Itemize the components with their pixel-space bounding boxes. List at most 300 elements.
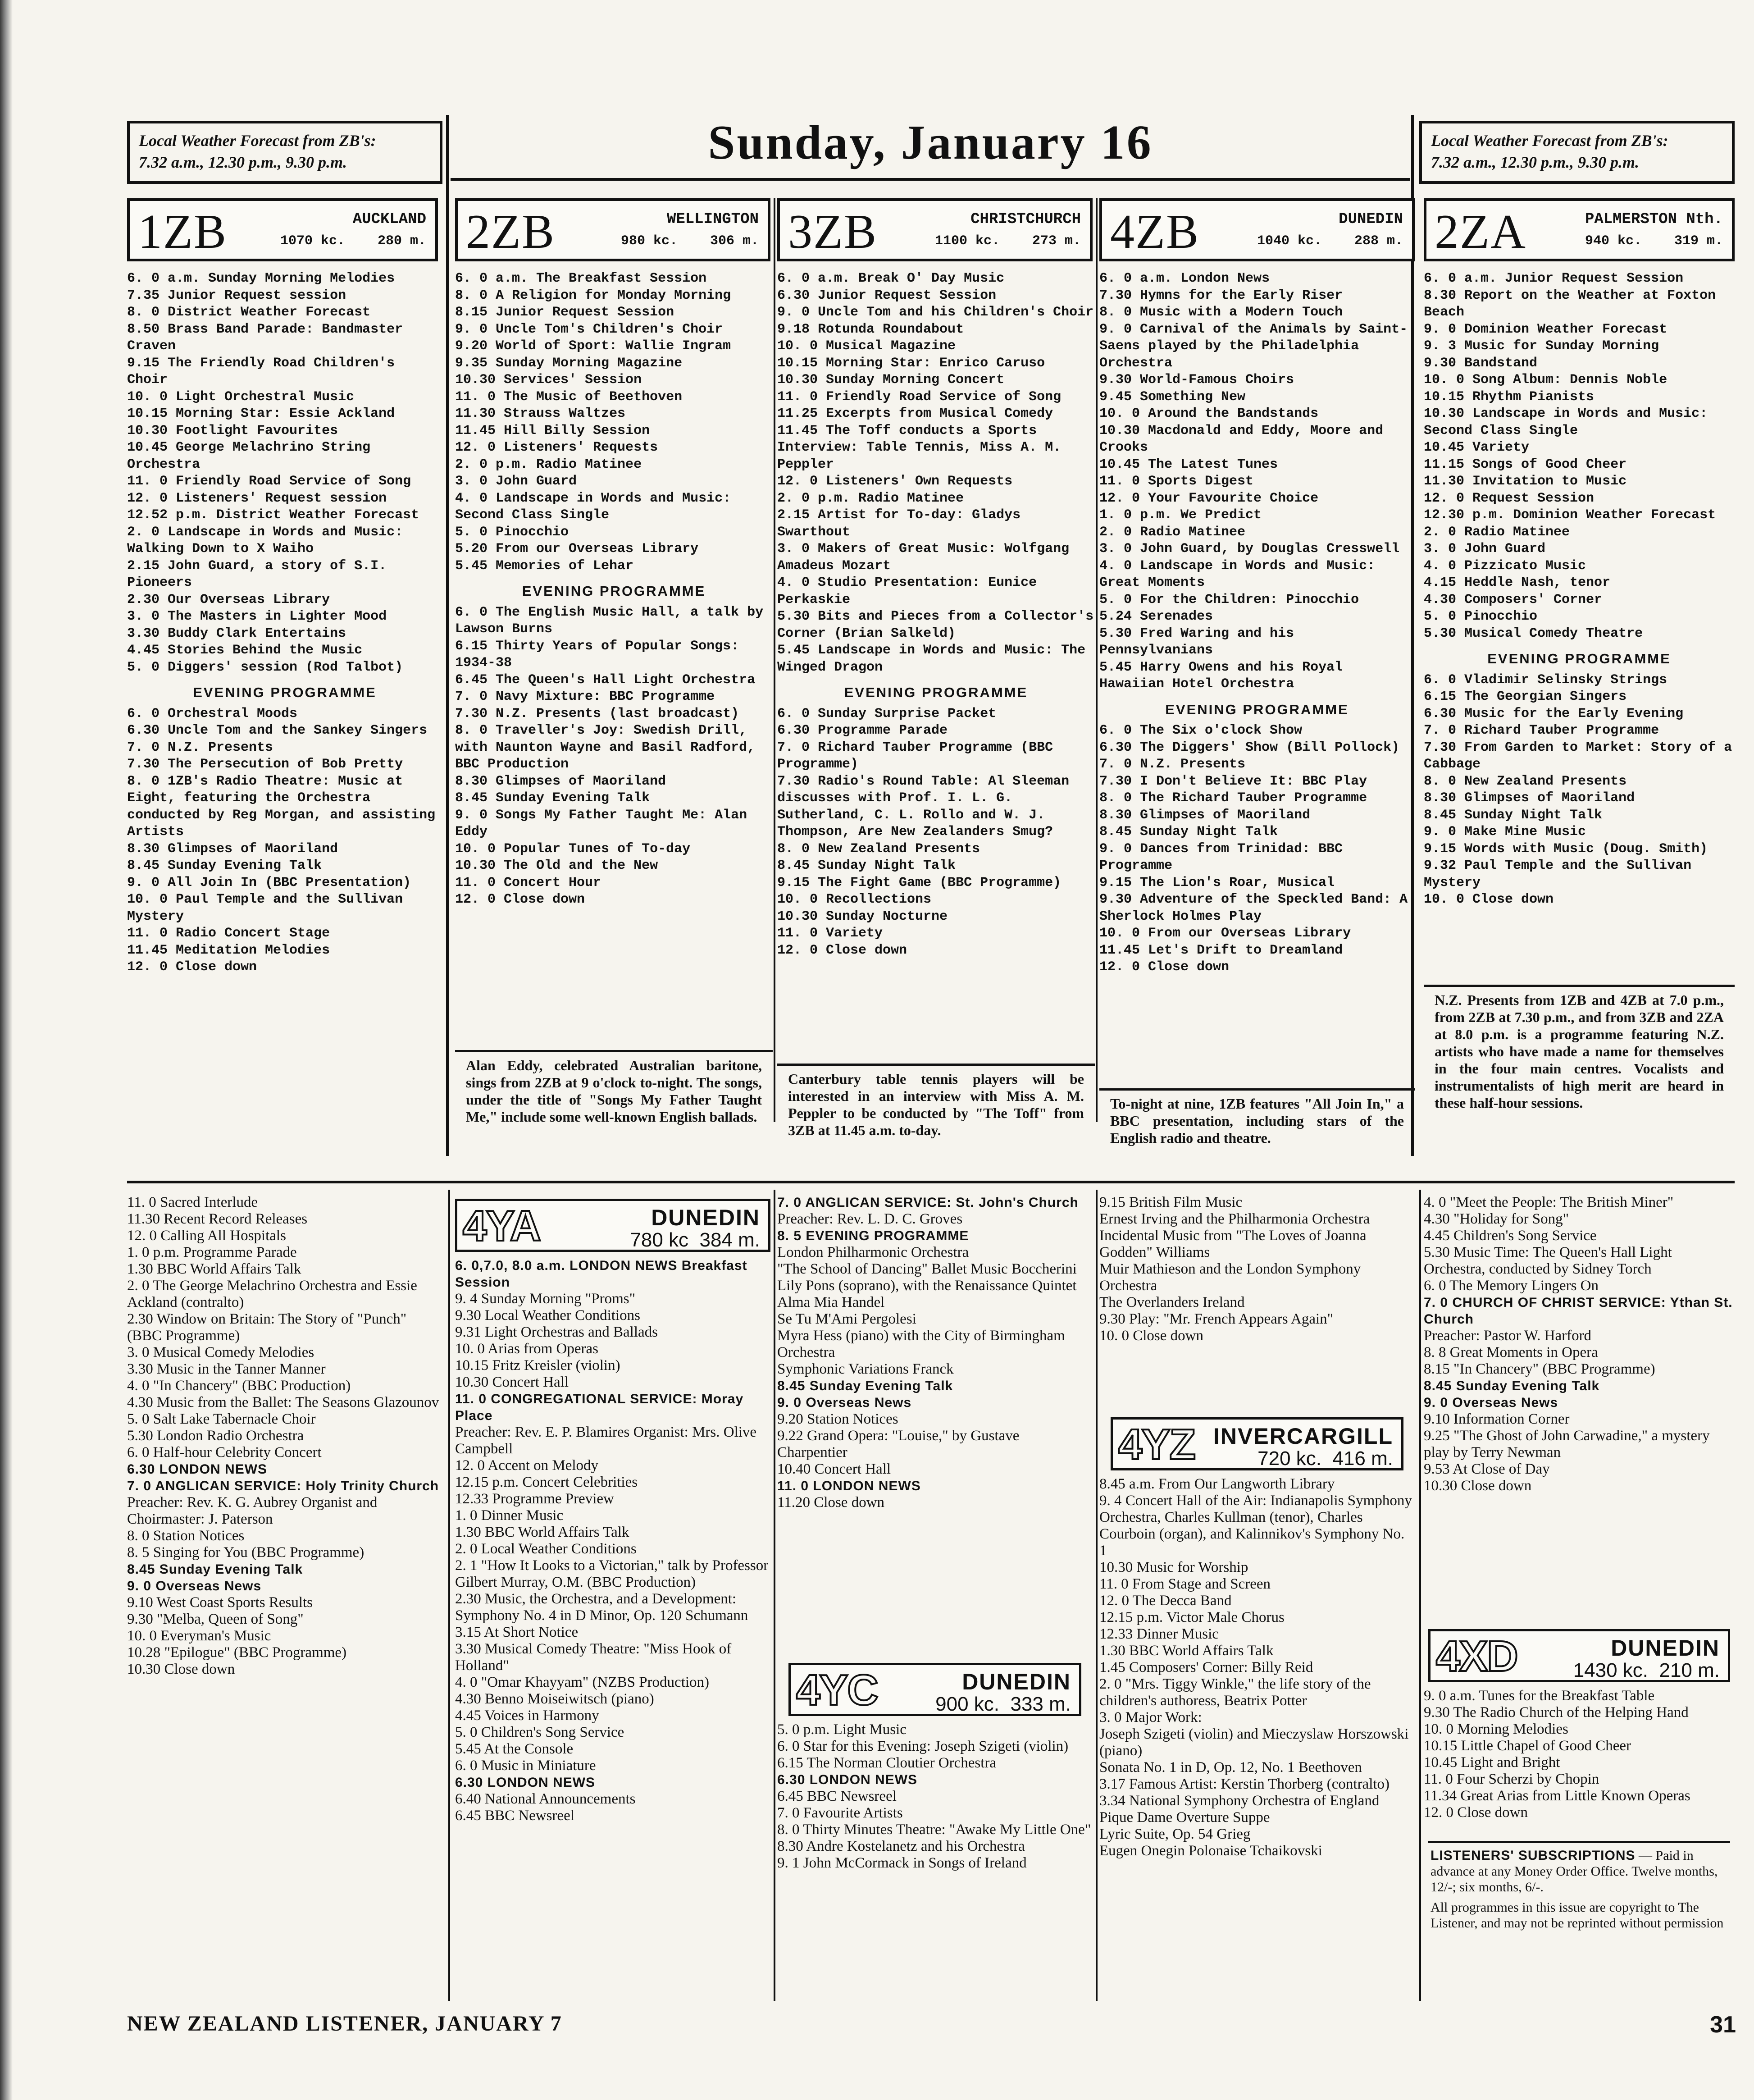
schedule-entry: 8. 0 The Richard Tauber Programme (1099, 790, 1367, 806)
schedule-entry: 6.30 Programme Parade (777, 723, 948, 738)
schedule-entry: 10.30 Services' Session (455, 372, 642, 388)
schedule-entry: 8.30 Glimpses of Maoriland (1099, 807, 1311, 823)
schedule-entry: 10. 0 Arias from Operas (455, 1341, 599, 1357)
schedule-entry: 9.30 Adventure of the Speckled Band: A Sherlock Holmes Play (1099, 892, 1408, 924)
schedule-entry: 9. 0 Carnival of the Animals by Saint-Saens played by the Philadelphia Orchestra (1099, 321, 1408, 371)
station-call-sign: 3ZB (788, 205, 878, 259)
schedule-entry: 2. 0 Landscape in Words and Music: Walking Down to X Waiho (127, 524, 403, 557)
schedule-entry: 8. 0 New Zealand Presents (1424, 773, 1627, 789)
schedule-entry: 5.30 Fred Waring and his Pennsylvanians (1099, 625, 1294, 658)
schedule-entry: 11. 0 Friendly Road Service of Song (127, 474, 411, 489)
schedule-entry: 9. 0 All Join In (BBC Presentation) (127, 875, 411, 890)
schedule-entry: 5. 0 Pinocchio (455, 524, 569, 540)
lower-column-4ya-evening (777, 1194, 1093, 1511)
schedule-entry: 8.45 a.m. From Our Langworth Library (1099, 1476, 1335, 1492)
schedule-entry: 5. 0 Diggers' session (Rod Talbot) (127, 659, 403, 675)
schedule-entry: 8.30 Andre Kostelanetz and his Orchestra (777, 1838, 1025, 1854)
schedule-entry: 4.45 Voices in Harmony (455, 1707, 599, 1724)
schedule-entry: 12. 0 Close down (127, 959, 257, 975)
schedule-entry: 10. 0 Light Orchestral Music (127, 389, 355, 405)
station-stamp-4ya (455, 1199, 770, 1252)
schedule-entry: 8.45 Sunday Evening Talk (1424, 1379, 1600, 1393)
schedule-entry: 12.52 p.m. District Weather Forecast (127, 507, 419, 523)
lower-column-4yz-continued (1424, 1194, 1735, 1494)
column-rule (774, 1190, 775, 2001)
schedule-entry: 3.30 Musical Comedy Theatre: "Miss Hook of Holland" (455, 1641, 732, 1674)
schedule-entry: 2. 0 The George Melachrino Orchestra and Essie Ackland (contralto) (127, 1278, 417, 1310)
station-call-sign: 2ZB (466, 205, 556, 259)
schedule-entry: 1.45 Composers' Corner: Billy Reid (1099, 1659, 1313, 1675)
schedule-entry: 9.35 Sunday Morning Magazine (455, 355, 683, 371)
schedule-entry: 9.18 Rotunda Roundabout (777, 321, 964, 337)
schedule-entry: 12. 0 Listeners' Own Requests (777, 474, 1013, 489)
schedule-entry: 12. 0 Close down (1424, 1804, 1528, 1821)
schedule-entry: 6. 0 a.m. Junior Request Session (1424, 271, 1684, 286)
schedule-entry: 11.45 Meditation Melodies (127, 942, 330, 958)
schedule-entry: 9. 0 Dominion Weather Forecast (1424, 321, 1667, 337)
schedule-entry: 4.15 Heddle Nash, tenor (1424, 575, 1611, 590)
schedule-entry: 11. 0 From Stage and Screen (1099, 1576, 1271, 1592)
schedule-entry: 9.20 World of Sport: Wallie Ingram (455, 338, 731, 354)
station-box-2zb (455, 198, 770, 261)
schedule-entry: 10.30 Macdonald and Eddy, Moore and Crooks (1099, 423, 1384, 455)
schedule-entry: Eugen Onegin Polonaise Tchaikovski (1099, 1843, 1322, 1859)
station-stamp-4yz (1111, 1417, 1403, 1470)
station-call-sign: 4XD (1436, 1632, 1517, 1680)
note-4zb: To-night at nine, 1ZB features "All Join In," a BBC presentation, including stars of the English radio and theatre. (1110, 1096, 1404, 1146)
schedule-entry: 12. 0 Close down (777, 942, 907, 958)
schedule-entry: 12. 0 Accent on Melody (455, 1457, 599, 1474)
schedule-entry: 11.25 Excerpts from Musical Comedy (777, 406, 1053, 421)
station-city: DUNEDIN (1611, 1635, 1720, 1661)
schedule-entry: 5.30 London Radio Orchestra (127, 1428, 304, 1444)
schedule-entry: 4. 0 Landscape in Words and Music: Second Class Single (455, 490, 731, 523)
schedule-entry: 10.15 Rhythm Pianists (1424, 389, 1595, 405)
schedule-entry: 7.30 N.Z. Presents (last broadcast) (455, 706, 739, 721)
schedule-entry: 9.31 Light Orchestras and Ballads (455, 1324, 658, 1340)
schedule-entry: 7. 0 N.Z. Presents (127, 740, 273, 755)
schedule-entry: 9. 0 Overseas News (127, 1579, 262, 1593)
schedule-entry: 10.15 Morning Star: Enrico Caruso (777, 355, 1045, 371)
station-call-sign: 4ZB (1110, 205, 1200, 259)
schedule-entry: 7. 0 Richard Tauber Programme (BBC Programme) (777, 740, 1053, 772)
schedule-entry: 12. 0 Your Favourite Choice (1099, 490, 1319, 506)
schedule-entry: 2. 0 Radio Matinee (1424, 524, 1570, 540)
schedule-entry: 6. 0 Sunday Surprise Packet (777, 706, 997, 721)
page-number: 31 (1710, 2012, 1736, 2038)
schedule-entry: 8.45 Sunday Evening Talk (127, 1562, 303, 1577)
schedule-entry: 7. 0 N.Z. Presents (1099, 757, 1246, 772)
lower-column-4yc-continued (1099, 1194, 1415, 1344)
schedule-entry: 10. 0 Recollections (777, 892, 932, 907)
station-frequency: 1040 kc. 288 m. (1257, 233, 1403, 249)
evening-programme-heading: EVENING PROGRAMME (1165, 701, 1349, 717)
schedule-entry: 8.45 Sunday Evening Talk (777, 1379, 953, 1393)
schedule-entry: 11. 0 Concert Hour (455, 875, 601, 890)
schedule-entry: 8. 5 Singing for You (BBC Programme) (127, 1544, 364, 1561)
schedule-entry: 3.34 National Symphony Orchestra of England (1099, 1793, 1380, 1809)
schedule-entry: 9.15 The Friendly Road Children's Choir (127, 355, 395, 388)
schedule-entry: 4. 0 "Meet the People: The British Miner" (1424, 1194, 1674, 1210)
schedule-entry: 3. 0 John Guard (455, 474, 577, 489)
schedule-entry: 11.30 Invitation to Music (1424, 474, 1627, 489)
weather-forecast-times: 7.32 a.m., 12.30 p.m., 9.30 p.m. (139, 153, 347, 171)
schedule-entry: 10.30 Sunday Nocturne (777, 908, 948, 924)
weather-forecast-title: Local Weather Forecast from ZB's: (1431, 132, 1668, 150)
station-box-2za (1424, 198, 1735, 261)
schedule-entry: 2.30 Window on Britain: The Story of "Punch" (BBC Programme) (127, 1311, 407, 1344)
footer-publication: NEW ZEALAND LISTENER, JANUARY 7 (127, 2012, 562, 2036)
note-2zb: Alan Eddy, celebrated Australian baritone, sings from 2ZB at 9 o'clock to-night. The songs, under the title of "Songs My Father Taught Me," include some well-known English ballads. (466, 1057, 762, 1125)
schedule-entry: 3.30 Music in the Tanner Manner (127, 1361, 326, 1377)
schedule-entry: 6.45 BBC Newsreel (455, 1808, 574, 1824)
schedule-entry: 7.30 From Garden to Market: Story of a Cabbage (1424, 740, 1732, 772)
schedule-entry: 5. 0 Pinocchio (1424, 609, 1538, 624)
schedule-entry: 6.30 LONDON NEWS (127, 1462, 268, 1477)
schedule-entry: The Overlanders Ireland (1099, 1294, 1245, 1310)
schedule-entry: 10.40 Concert Hall (777, 1461, 891, 1477)
schedule-entry: 8. 0 New Zealand Presents (777, 841, 980, 857)
station-box-4zb (1099, 198, 1415, 261)
schedule-entry: 5.30 Musical Comedy Theatre (1424, 625, 1643, 641)
schedule-entry: 12. 0 Listeners' Requests (455, 440, 658, 455)
schedule-entry: 9. 0 Songs My Father Taught Me: Alan Eddy (455, 807, 747, 840)
schedule-entry: 6.45 BBC Newsreel (777, 1788, 897, 1804)
schedule-entry: 1. 0 p.m. We Predict (1099, 507, 1262, 523)
schedule-entry: 9.25 "The Ghost of John Carwadine," a mystery play by Terry Newman (1424, 1428, 1710, 1461)
schedule-entry: 6. 0 Star for this Evening: Joseph Szigeti (violin) (777, 1738, 1069, 1754)
schedule-entry: 12.15 p.m. Concert Celebrities (455, 1474, 638, 1490)
note-rule (1424, 985, 1735, 987)
station-frequency: 1430 kc. 210 m. (1573, 1659, 1720, 1681)
station-city: DUNEDIN (1339, 211, 1403, 228)
schedule-entry: 8.15 Junior Request Session (455, 305, 674, 320)
schedule-entry: 9. 0 Overseas News (777, 1395, 912, 1410)
subscriptions-text: — Paid in advance at any Money Order Office. Twelve months, 12/-; six months, 6/-. (1431, 1848, 1718, 1895)
schedule-entry: 2.15 Artist for To-day: Gladys Swarthout (777, 507, 1021, 540)
schedule-entry: 8.45 Sunday Evening Talk (455, 790, 650, 806)
schedule-entry: 3. 0 Major Work: (1099, 1709, 1202, 1726)
schedule-entry: 10.45 George Melachrino String Orchestra (127, 440, 371, 472)
schedule-entry: 4. 0 Landscape in Words and Music: Great Moments (1099, 558, 1376, 590)
schedule-entry: 9. 0 Make Mine Music (1424, 824, 1586, 840)
schedule-entry: 12.33 Dinner Music (1099, 1626, 1219, 1642)
schedule-entry: 5. 0 p.m. Light Music (777, 1721, 907, 1738)
schedule-entry: 9.15 The Lion's Roar, Musical (1099, 875, 1335, 890)
station-call-sign: 2ZA (1435, 205, 1526, 259)
schedule-entry: 11.15 Songs of Good Cheer (1424, 457, 1627, 472)
schedule-entry: 5.20 From our Overseas Library (455, 541, 699, 557)
schedule-entry: 9. 3 Music for Sunday Morning (1424, 338, 1659, 354)
schedule-entry: Symphonic Variations Franck (777, 1361, 954, 1377)
station-frequency: 900 kc. 333 m. (935, 1693, 1071, 1715)
schedule-entry: 8.45 Sunday Night Talk (777, 858, 956, 873)
station-city: INVERCARGILL (1213, 1424, 1393, 1449)
lower-column-4ya (455, 1257, 770, 1824)
copyright-notice: All programmes in this issue are copyright to The Listener, and may not be reprinted without permission (1431, 1900, 1724, 1931)
schedule-entry: 11. 0 Friendly Road Service of Song (777, 389, 1062, 405)
schedule-entry: Lily Pons (soprano), with the Renaissance Quintet (777, 1278, 1077, 1294)
schedule-entry: 10. 0 Around the Bandstands (1099, 406, 1319, 421)
station-frequency: 720 kc. 416 m. (1257, 1447, 1393, 1470)
station-box-3zb (777, 198, 1093, 261)
schedule-entry: 6.40 National Announcements (455, 1791, 636, 1807)
station-frequency: 980 kc. 306 m. (620, 233, 759, 249)
scan-edge (0, 0, 13, 2100)
schedule-entry: 9.30 The Radio Church of the Helping Hand (1424, 1704, 1689, 1721)
schedule-entry: 8.30 Glimpses of Maoriland (455, 773, 666, 789)
schedule-entry: 3.17 Famous Artist: Kerstin Thorberg (contralto) (1099, 1776, 1390, 1792)
schedule-entry: 9.45 Something New (1099, 389, 1246, 405)
schedule-entry: 4.30 Benno Moiseiwitsch (piano) (455, 1691, 654, 1707)
schedule-entry: 10.15 Fritz Kreisler (violin) (455, 1357, 620, 1374)
station-city: PALMERSTON Nth. (1585, 211, 1723, 228)
schedule-entry: Lyric Suite, Op. 54 Grieg (1099, 1826, 1251, 1842)
schedule-entry: 4.45 Stories Behind the Music (127, 643, 363, 658)
station-city: AUCKLAND (352, 211, 426, 228)
schedule-entry: 9.10 West Coast Sports Results (127, 1594, 313, 1611)
schedule-entry: 3. 0 Musical Comedy Melodies (127, 1344, 314, 1360)
schedule-entry: 8.45 Sunday Night Talk (1424, 807, 1603, 823)
masthead-rule (451, 178, 1410, 181)
schedule-entry: 11. 0 Sports Digest (1099, 474, 1254, 489)
note-2za: N.Z. Presents from 1ZB and 4ZB at 7.0 p.m., from 2ZB at 7.30 p.m., and from 3ZB and 2ZA at 8.0 p.m. is a programme featuring N.Z. artists who have made a name for themselves in the four main centres. Vocalists and instrumentalists of high merit are heard in these half-hour sessions. (1435, 992, 1724, 1111)
schedule-entry: 6.15 The Georgian Singers (1424, 689, 1627, 704)
note-3zb: Canterbury table tennis players will be interested in an interview with Miss A. M. Peppler to be conducted by "The Toff" from 3ZB at 11.45 a.m. to-day. (788, 1071, 1084, 1138)
schedule-entry: 9.30 Bandstand (1424, 355, 1538, 371)
schedule-entry: 6. 0 a.m. Break O' Day Music (777, 271, 1005, 286)
schedule-entry: 10.30 Footlight Favourites (127, 423, 338, 438)
subscriptions-heading: LISTENERS' SUBSCRIPTIONS (1431, 1848, 1636, 1863)
schedule-entry: 2. 0 Local Weather Conditions (455, 1541, 637, 1557)
schedule-entry: 11. 0 The Music of Beethoven (455, 389, 683, 405)
schedule-entry: 12.33 Programme Preview (455, 1491, 614, 1507)
schedule-entry: 7. 0 Favourite Artists (777, 1805, 903, 1821)
schedule-entry: 8. 0 A Religion for Monday Morning (455, 288, 731, 303)
schedule-entry: 8. 0 Thirty Minutes Theatre: "Awake My Little One" (777, 1822, 1091, 1838)
schedule-entry: 9.15 The Fight Game (BBC Programme) (777, 875, 1062, 890)
schedule-entry: 11.30 Strauss Waltzes (455, 406, 626, 421)
schedule-entry: 4. 0 Studio Presentation: Eunice Perkaskie (777, 575, 1037, 607)
station-call-sign: 4YA (463, 1202, 540, 1250)
schedule-entry: 2. 0 Radio Matinee (1099, 524, 1246, 540)
schedule-entry: 9. 0 a.m. Tunes for the Breakfast Table (1424, 1688, 1655, 1704)
schedule-entry: 8. 0 Station Notices (127, 1528, 245, 1544)
schedule-entry: 10.45 Light and Bright (1424, 1754, 1560, 1771)
schedule-entry: 12.15 p.m. Victor Male Chorus (1099, 1609, 1285, 1625)
note-rule (1428, 1841, 1730, 1843)
schedule-entry: 6.30 Junior Request Session (777, 288, 997, 303)
schedule-entry: 12. 0 Close down (1099, 959, 1230, 975)
schedule-entry: 10.30 Music for Worship (1099, 1559, 1248, 1575)
note-rule (777, 1064, 1095, 1066)
schedule-entry: 7.30 The Persecution of Bob Pretty (127, 757, 403, 772)
schedule-entry: 11. 0 LONDON NEWS (777, 1479, 921, 1493)
schedule-entry: 8.45 Sunday Evening Talk (127, 858, 322, 873)
schedule-entry: 6.30 LONDON NEWS (777, 1772, 918, 1787)
schedule-entry: 5.45 Memories of Lehar (455, 558, 634, 574)
schedule-entry: 3.30 Buddy Clark Entertains (127, 625, 346, 641)
schedule-entry: 6.30 The Diggers' Show (Bill Pollock) (1099, 740, 1400, 755)
schedule-entry: 9.15 Words with Music (Doug. Smith) (1424, 841, 1708, 857)
schedule-entry: 11. 0 Variety (777, 926, 883, 941)
schedule-entry: 10. 0 Song Album: Dennis Noble (1424, 372, 1667, 388)
schedule-entry: 8.30 Report on the Weather at Foxton Beach (1424, 288, 1716, 320)
schedule-entry: 2.30 Our Overseas Library (127, 592, 330, 607)
schedule-column-2zb (455, 270, 773, 908)
schedule-entry: 12. 0 Calling All Hospitals (127, 1228, 286, 1244)
schedule-entry: 7.35 Junior Request session (127, 288, 346, 303)
schedule-entry: 12. 0 Request Session (1424, 490, 1595, 506)
schedule-entry: 10. 0 Close down (1424, 892, 1554, 907)
schedule-entry: 9. 0 Overseas News (1424, 1395, 1558, 1410)
schedule-entry: 9. 0 Uncle Tom and his Children's Choir (777, 305, 1094, 320)
schedule-entry: 6. 0 a.m. The Breakfast Session (455, 271, 707, 286)
schedule-entry: Pique Dame Overture Suppe (1099, 1809, 1270, 1826)
schedule-entry: 8. 0 1ZB's Radio Theatre: Music at Eight, featuring the Orchestra conducted by Reg Morgan, and assisting Artists (127, 773, 436, 840)
schedule-entry: 5.30 Music Time: The Queen's Hall Light Orchestra, conducted by Sidney Torch (1424, 1244, 1672, 1277)
schedule-entry: 4.30 "Holiday for Song" (1424, 1211, 1569, 1227)
schedule-entry: 9.32 Paul Temple and the Sullivan Mystery (1424, 858, 1692, 890)
schedule-entry: 6. 0 The Memory Lingers On (1424, 1278, 1599, 1294)
schedule-entry: 1. 0 p.m. Programme Parade (127, 1244, 297, 1260)
schedule-entry: 6.30 Uncle Tom and the Sankey Singers (127, 723, 428, 738)
schedule-entry: Preacher: Rev. E. P. Blamires Organist: Mrs. Olive Campbell (455, 1424, 757, 1457)
schedule-entry: 8.50 Brass Band Parade: Bandmaster Craven (127, 321, 403, 354)
schedule-column-1zb (127, 270, 442, 976)
schedule-entry: 10.15 Morning Star: Essie Ackland (127, 406, 395, 421)
schedule-entry: 10.30 Close down (1424, 1478, 1532, 1494)
schedule-entry: 11.34 Great Arias from Little Known Operas (1424, 1788, 1690, 1804)
schedule-entry: Joseph Szigeti (violin) and Mieczyslaw Horszowski (piano) (1099, 1726, 1409, 1759)
subscriptions-box (1431, 1848, 1730, 1931)
schedule-entry: 10. 0 Popular Tunes of To-day (455, 841, 691, 857)
schedule-entry: 2. 0 p.m. Radio Matinee (455, 457, 642, 472)
schedule-entry: 9. 1 John McCormack in Songs of Ireland (777, 1855, 1027, 1871)
schedule-entry: 5.45 At the Console (455, 1741, 574, 1757)
schedule-entry: 5. 0 Children's Song Service (455, 1724, 624, 1740)
lower-column-4yz (1099, 1476, 1415, 1859)
note-rule (1099, 1088, 1415, 1091)
station-box-1zb (127, 198, 438, 261)
note-rule (455, 1050, 773, 1052)
schedule-entry: 7. 0 Navy Mixture: BBC Programme (455, 689, 715, 704)
schedule-entry: 5. 0 Salt Lake Tabernacle Choir (127, 1411, 316, 1427)
schedule-entry: 1.30 BBC World Affairs Talk (127, 1261, 301, 1277)
schedule-entry: 8. 5 EVENING PROGRAMME (777, 1228, 969, 1243)
schedule-entry: 9.10 Information Corner (1424, 1411, 1570, 1427)
schedule-entry: Incidental Music from "The Loves of Joanna Godden" Williams (1099, 1228, 1367, 1260)
schedule-entry: 3. 0 The Masters in Lighter Mood (127, 609, 387, 624)
schedule-entry: 11.45 Hill Billy Session (455, 423, 650, 438)
schedule-entry: 6. 0 The English Music Hall, a talk by Lawson Burns (455, 604, 764, 637)
schedule-entry: 6.15 Thirty Years of Popular Songs: 1934-38 (455, 638, 739, 671)
schedule-entry: 6. 0 a.m. London News (1099, 271, 1270, 286)
schedule-entry: 10.30 Close down (127, 1661, 235, 1677)
schedule-entry: 10.30 Sunday Morning Concert (777, 372, 1005, 388)
schedule-entry: 9.30 Play: "Mr. French Appears Again" (1099, 1311, 1334, 1327)
schedule-entry: 2.30 Music, the Orchestra, and a Development: Symphony No. 4 in D Minor, Op. 120 Schumann (455, 1591, 748, 1624)
schedule-entry: 6. 0 Music in Miniature (455, 1758, 596, 1774)
station-frequency: 1100 kc. 273 m. (934, 233, 1081, 249)
station-frequency: 780 kc 384 m. (630, 1229, 760, 1251)
schedule-entry: 8.15 "In Chancery" (BBC Programme) (1424, 1361, 1655, 1377)
station-stamp-4xd (1428, 1629, 1730, 1682)
schedule-entry: 10. 0 Morning Melodies (1424, 1721, 1568, 1737)
schedule-entry: Preacher: Rev. K. G. Aubrey Organist and Choirmaster: J. Paterson (127, 1494, 378, 1527)
station-city: WELLINGTON (666, 211, 759, 228)
schedule-entry: Myra Hess (piano) with the City of Birmingham Orchestra (777, 1328, 1065, 1360)
schedule-entry: 7.30 Radio's Round Table: Al Sleeman discusses with Prof. I. L. G. Sutherland, C. L. Rollo and W. J. Thompson, Are New Zealanders Smug? (777, 773, 1070, 840)
schedule-entry: 6.45 The Queen's Hall Light Orchestra (455, 672, 756, 688)
schedule-entry: 3.15 At Short Notice (455, 1624, 579, 1640)
column-rule (446, 115, 449, 1156)
schedule-entry: 4.30 Music from the Ballet: The Seasons Glazounov (127, 1394, 439, 1411)
schedule-entry: 10.28 "Epilogue" (BBC Programme) (127, 1644, 347, 1661)
schedule-entry: 10.45 The Latest Tunes (1099, 457, 1278, 472)
schedule-entry: 10.30 Concert Hall (455, 1374, 569, 1390)
schedule-entry: 8.30 Glimpses of Maoriland (1424, 790, 1635, 806)
lower-column-4xd (1424, 1688, 1735, 1821)
schedule-entry: 10.15 Little Chapel of Good Cheer (1424, 1738, 1631, 1754)
schedule-entry: 9.15 British Film Music (1099, 1194, 1243, 1210)
schedule-entry: 6.15 The Norman Cloutier Orchestra (777, 1755, 997, 1771)
schedule-entry: Preacher: Pastor W. Harford (1424, 1328, 1592, 1344)
station-call-sign: 1ZB (138, 205, 228, 259)
weather-forecast-times: 7.32 a.m., 12.30 p.m., 9.30 p.m. (1431, 153, 1640, 171)
schedule-entry: 6. 0 The Six o'clock Show (1099, 723, 1303, 738)
schedule-entry: 8. 8 Great Moments in Opera (1424, 1344, 1598, 1360)
weather-forecast-title: Local Weather Forecast from ZB's: (139, 132, 376, 150)
schedule-entry: 7.30 Hymns for the Early Riser (1099, 288, 1343, 303)
weather-forecast-box-left (127, 121, 442, 184)
schedule-entry: 3. 0 Makers of Great Music: Wolfgang Amadeus Mozart (777, 541, 1070, 574)
schedule-entry: 6. 0,7.0, 8.0 a.m. LONDON NEWS Breakfast Session (455, 1258, 747, 1290)
schedule-entry: 8. 0 Music with a Modern Touch (1099, 305, 1343, 320)
schedule-entry: 3. 0 John Guard (1424, 541, 1546, 557)
station-frequency: 1070 kc. 280 m. (280, 233, 426, 249)
schedule-entry: 12. 0 The Decca Band (1099, 1593, 1232, 1609)
schedule-entry: 5.45 Harry Owens and his Royal Hawaiian Hotel Orchestra (1099, 659, 1343, 692)
schedule-entry: 6.30 Music for the Early Evening (1424, 706, 1684, 721)
schedule-entry: 10. 0 Close down (1099, 1328, 1203, 1344)
column-rule (774, 198, 775, 1122)
schedule-entry: 7.30 I Don't Believe It: BBC Play (1099, 773, 1367, 789)
schedule-entry: 11. 0 Four Scherzi by Chopin (1424, 1771, 1599, 1787)
schedule-entry: 7. 0 Richard Tauber Programme (1424, 723, 1659, 738)
schedule-entry: "The School of Dancing" Ballet Music Boccherini (777, 1261, 1077, 1277)
schedule-entry: 11. 0 Sacred Interlude (127, 1194, 258, 1210)
station-city: CHRISTCHURCH (970, 211, 1081, 228)
schedule-entry: 11.45 Let's Drift to Dreamland (1099, 942, 1343, 958)
column-rule (448, 1190, 450, 2001)
schedule-entry: Se Tu M'Ami Pergolesi (777, 1311, 916, 1327)
schedule-entry: 12. 0 Close down (455, 892, 585, 907)
schedule-entry: 1.30 BBC World Affairs Talk (455, 1524, 629, 1540)
schedule-entry: 10.45 Variety (1424, 440, 1530, 455)
lower-column-4yc (777, 1721, 1093, 1872)
schedule-entry: 6. 0 a.m. Sunday Morning Melodies (127, 271, 395, 286)
column-rule (1096, 1190, 1098, 2001)
weather-forecast-box-right (1419, 121, 1735, 184)
station-call-sign: 4YC (796, 1666, 878, 1714)
schedule-entry: Preacher: Rev. L. D. C. Groves (777, 1211, 963, 1227)
schedule-entry: 11.30 Recent Record Releases (127, 1211, 308, 1227)
schedule-column-2za (1424, 270, 1735, 908)
schedule-entry: Ernest Irving and the Philharmonia Orchestra (1099, 1211, 1370, 1227)
schedule-entry: 11. 0 Radio Concert Stage (127, 926, 330, 941)
schedule-entry: 4.45 Children's Song Service (1424, 1228, 1597, 1244)
